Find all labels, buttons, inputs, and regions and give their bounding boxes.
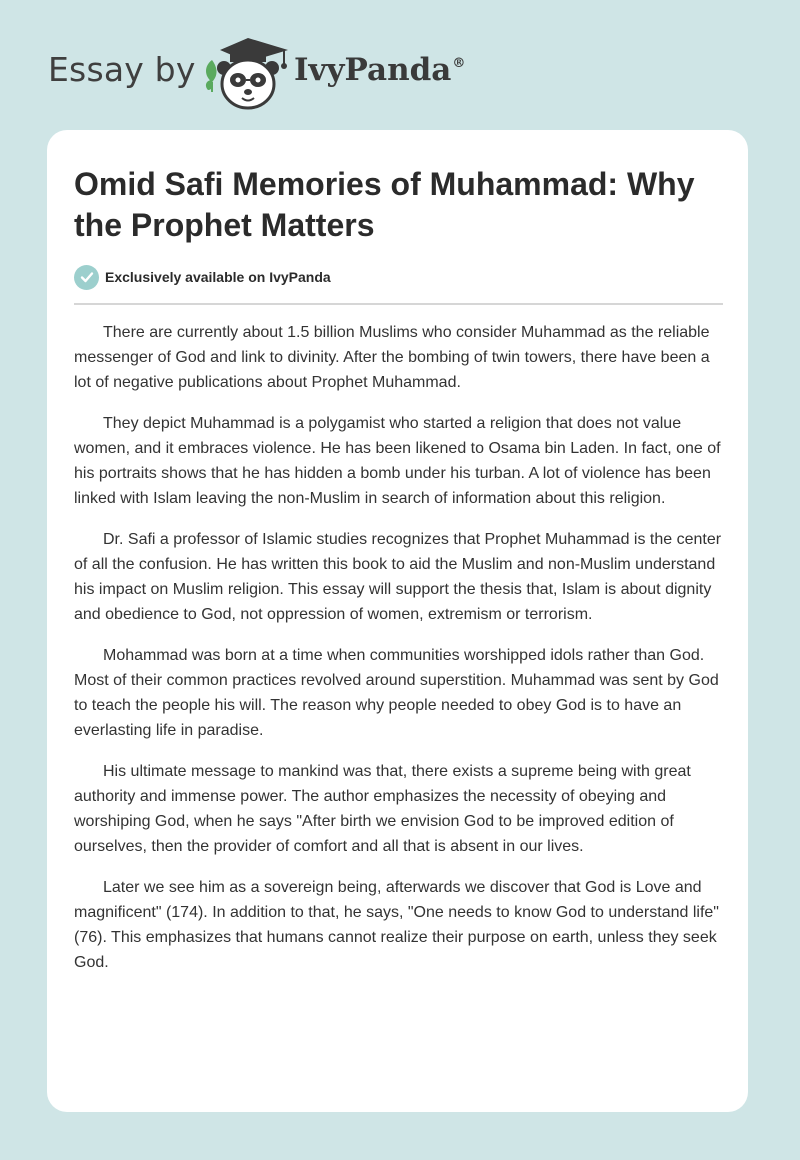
ivypanda-brand[interactable] xyxy=(294,52,465,88)
exclusive-label: Exclusively available on IvyPanda xyxy=(105,269,331,285)
essay-card xyxy=(47,130,748,1112)
title-divider xyxy=(74,303,723,305)
site-header xyxy=(0,0,800,130)
paragraph: There are currently about 1.5 billion Muslims who consider Muhammad as the reliable messenger of God and link to divinity. After the bombing of twin towers, there have been a lot of negative publications about Prophet Muhammad. xyxy=(74,324,710,391)
panda-logo-icon[interactable] xyxy=(200,36,294,112)
exclusive-badge xyxy=(74,264,331,290)
brand-name-text: IvyPanda xyxy=(294,52,452,88)
page-title: Omid Safi Memories of Muhammad: Why the Prophet Matters xyxy=(74,166,695,243)
paragraph: Dr. Safi a professor of Islamic studies recognizes that Prophet Muhammad is the center of all the confusion. He has written this book to aid the Muslim and non-Muslim understand his impact on Muslim religion. This essay will support the thesis that, Islam is about dignity and obedience to God, not oppression of women, extremism or terrorism. xyxy=(74,531,722,623)
paragraph: They depict Muhammad is a polygamist who started a religion that does not value women, and it embraces violence. He has been likened to Osama bin Laden. In fact, one of his portraits shows that he has hidden a bomb under his turban. A lot of violence has been linked with Islam leaving the non-Muslim in search of information about this religion. xyxy=(74,415,721,507)
paragraph: Later we see him as a sovereign being, afterwards we discover that God is Love and magnificent" (174). In addition to that, he says, "One needs to know God to understand life"(76). This emphasizes that humans cannot realize their purpose on earth, unless they seek God. xyxy=(74,879,719,971)
registered-mark: ® xyxy=(452,56,466,71)
essay-body xyxy=(74,320,725,991)
paragraph: Mohammad was born at a time when communities worshipped idols rather than God. Most of their common practices revolved around superstition. Muhammad was sent by God to teach the people his will. The reason why people needed to obey God is to have an everlasting life in paradise. xyxy=(74,647,719,739)
paragraph: His ultimate message to mankind was that, there exists a supreme being with great authority and immense power. The author emphasizes the necessity of obeying and worshiping God, when he says "After birth we envision God to be improved edition of ourselves, then the provider of comfort and all that is absent in our lives. xyxy=(74,763,691,855)
essay-by-label: Essay by xyxy=(48,50,196,89)
checkmark-icon xyxy=(74,265,99,290)
